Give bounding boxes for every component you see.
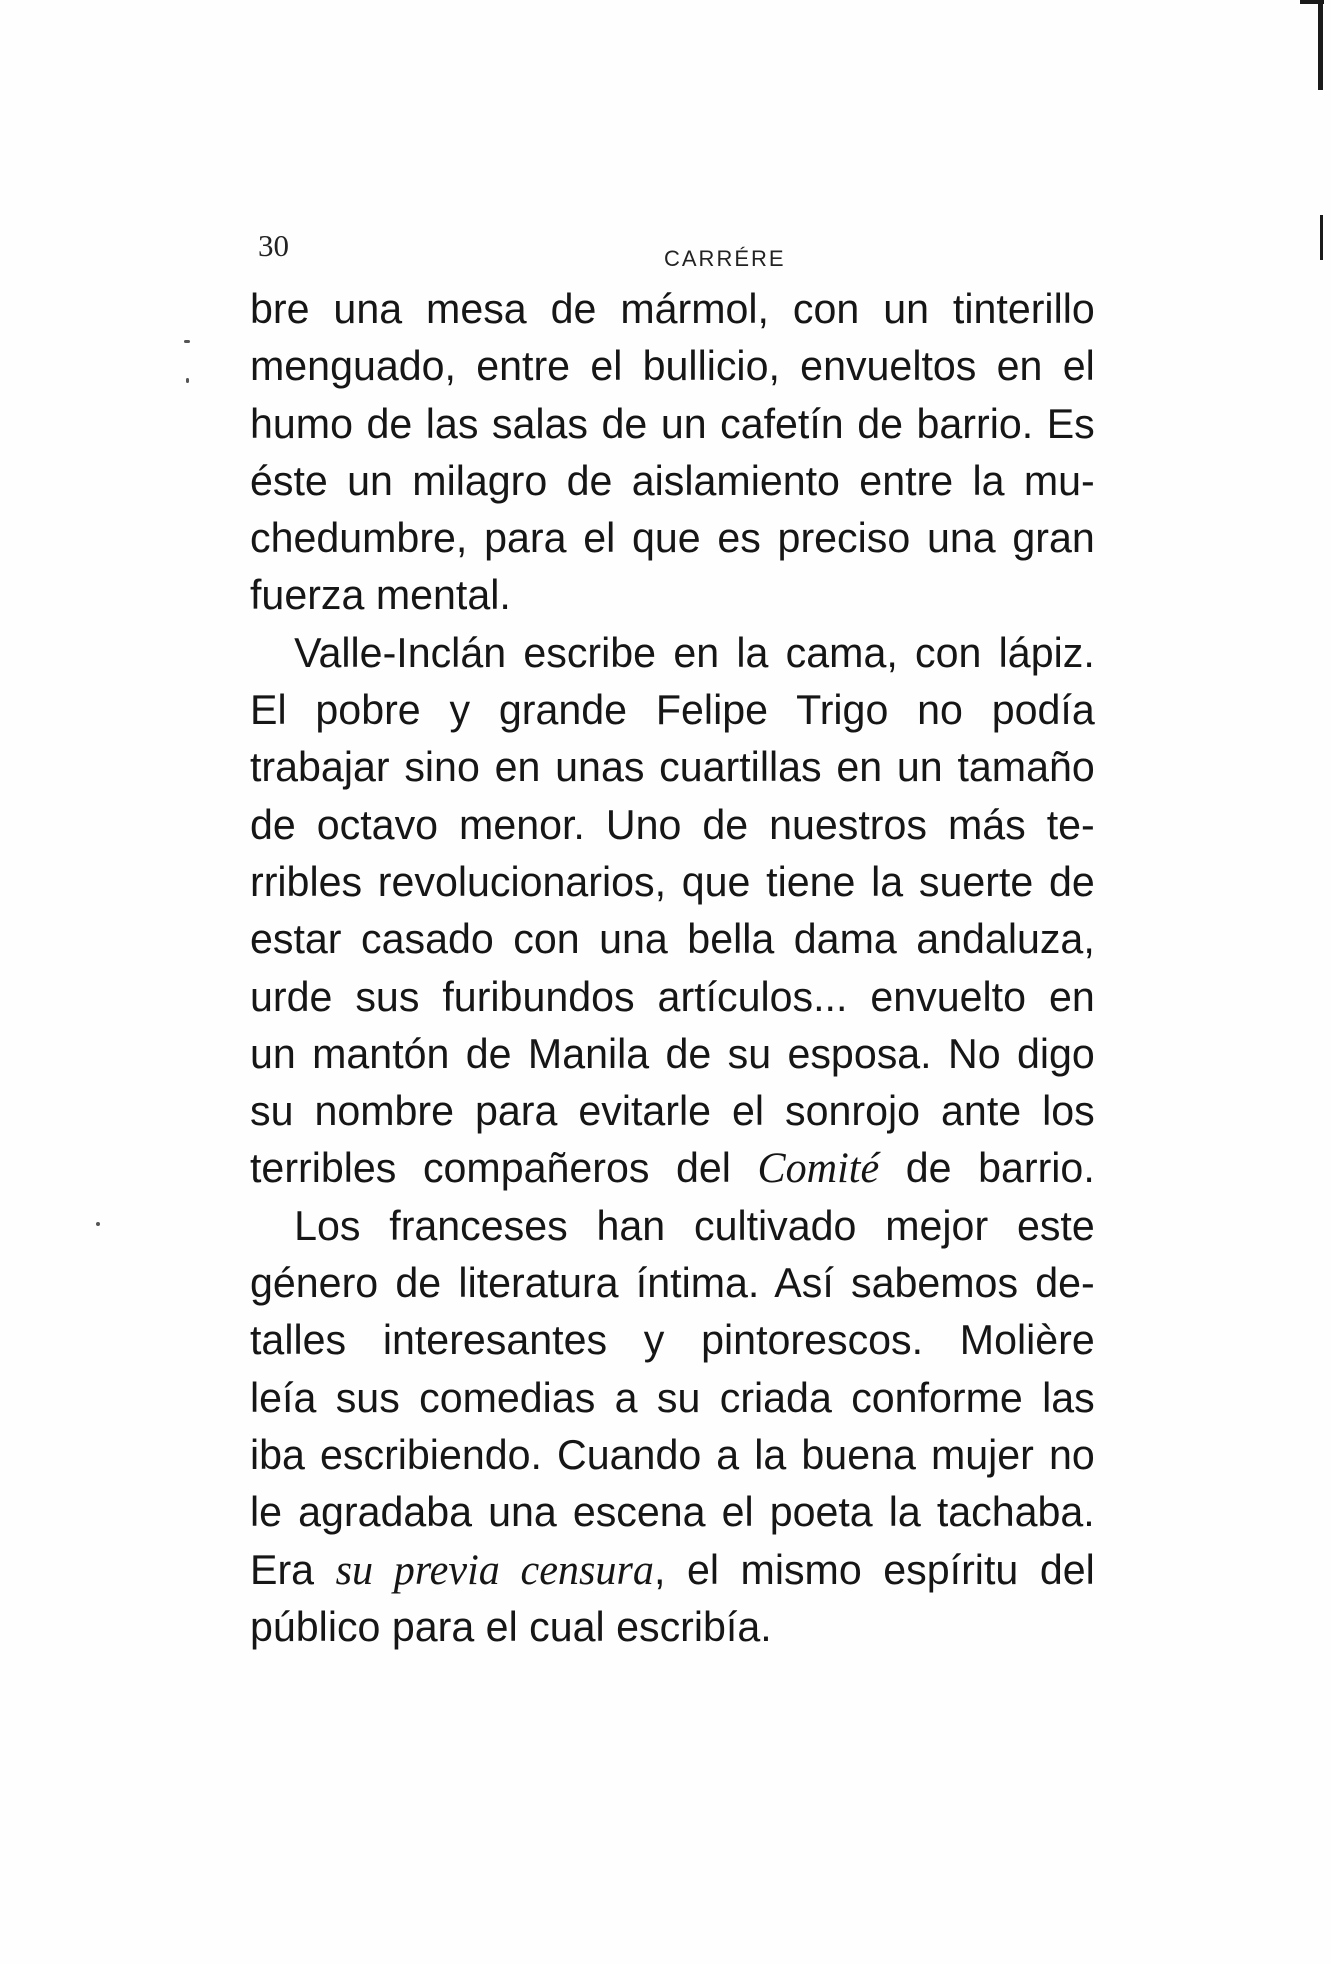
text-line: le agradaba una escena el poeta la tachaba. — [250, 1488, 1095, 1536]
text-line: Los franceses han cultivado mejor este — [294, 1201, 1095, 1249]
italic-text: su previa censura — [335, 1546, 654, 1594]
paragraph — [250, 280, 1112, 624]
paragraph — [250, 1197, 1112, 1655]
text-line: un mantón de Manila de su esposa. No digo — [250, 1029, 1095, 1077]
text-line — [250, 1139, 1095, 1196]
scan-edge-mark-top-cap — [1300, 0, 1324, 4]
body-text — [250, 280, 1112, 1655]
scan-edge-mark-mid — [1320, 215, 1323, 260]
text-line — [250, 1541, 1095, 1598]
text-line: rribles revolucionarios, que tiene la suerte de — [250, 857, 1095, 905]
text-segment: , el mismo espíritu del — [653, 1545, 1095, 1593]
text-line: bre una mesa de mármol, con un tinterillo — [250, 285, 1095, 332]
text-line: menguado, entre el bullicio, envueltos en el — [250, 342, 1095, 390]
scan-speck — [96, 1222, 100, 1226]
text-segment: Era — [250, 1545, 336, 1593]
text-line: Valle-Inclán escribe en la cama, con lápiz. — [294, 628, 1095, 676]
text-line: humo de las salas de un cafetín de barrio. Es — [250, 399, 1095, 447]
text-line: chedumbre, para el que es preciso una gran — [250, 514, 1095, 562]
text-line: talles interesantes y pintorescos. Molière — [250, 1316, 1095, 1364]
text-line: estar casado con una bella dama andaluza, — [250, 915, 1095, 963]
text-line: iba escribiendo. Cuando a la buena mujer no — [250, 1430, 1095, 1478]
running-head: CARRÉRE — [664, 246, 786, 271]
text-line: género de literatura íntima. Así sabemos de- — [250, 1259, 1095, 1307]
text-line: de octavo menor. Uno de nuestros más te- — [250, 800, 1095, 848]
text-line: su nombre para evitarle el sonrojo ante los — [250, 1087, 1095, 1135]
text-line: El pobre y grande Felipe Trigo no podía — [250, 686, 1095, 734]
text-segment: terribles compañeros del — [250, 1144, 758, 1192]
scan-speck — [186, 378, 189, 383]
paragraph — [250, 624, 1112, 1197]
page-number: 30 — [258, 228, 289, 263]
text-line: público para el cual escribía. — [250, 1602, 772, 1650]
text-segment: de barrio. — [879, 1144, 1095, 1192]
text-line: éste un milagro de aislamiento entre la mu- — [250, 456, 1095, 504]
text-line: leía sus comedias a su criada conforme las — [250, 1373, 1095, 1421]
italic-text: Comité — [757, 1145, 880, 1193]
text-line: fuerza mental. — [250, 571, 511, 619]
page-header — [258, 228, 1108, 278]
text-line: urde sus furibundos artículos... envuelto en — [250, 972, 1095, 1020]
scan-edge-mark-top — [1318, 0, 1323, 90]
text-line: trabajar sino en unas cuartillas en un tamaño — [250, 743, 1095, 791]
scan-speck — [184, 340, 190, 343]
